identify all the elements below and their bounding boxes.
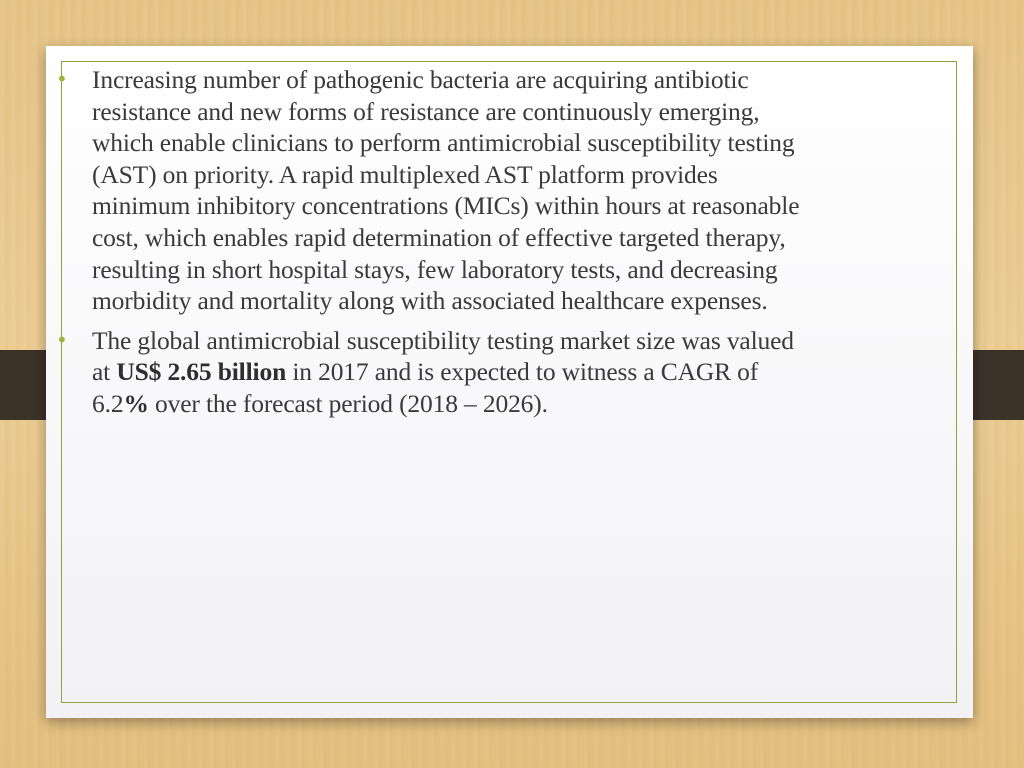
bullet-1-line: resistance and new forms of resistance are continuously emerging, — [92, 96, 760, 126]
bullet-1-line: which enable clinicians to perform antimicrobial susceptibility testing — [92, 128, 795, 158]
market-value-highlight: US$ 2.65 billion — [116, 357, 287, 387]
slide-card — [46, 46, 973, 718]
bullet-1-line: morbidity and mortality along with associated healthcare expenses. — [92, 286, 768, 316]
bullet-1-line: (AST) on priority. A rapid multiplexed AST platform provides — [92, 159, 718, 189]
bullet-1-line: resulting in short hospital stays, few laboratory tests, and decreasing — [92, 254, 778, 284]
bullet-marker: • — [56, 327, 68, 352]
bullet-item-ast-background — [56, 64, 952, 317]
bullet-2-line — [92, 388, 952, 420]
percent-highlight: % — [123, 388, 149, 418]
text-segment: at — [92, 357, 117, 387]
bullet-1-line: minimum inhibitory concentrations (MICs) within hours at reasonable — [92, 191, 800, 221]
text-segment: over the forecast period (2018 – 2026). — [148, 388, 548, 418]
bullet-marker: • — [56, 67, 68, 91]
bullet-list — [56, 64, 952, 428]
bullet-2-line: The global antimicrobial susceptibility testing market size was valued — [92, 325, 794, 355]
text-segment: 6.2 — [92, 388, 124, 418]
text-segment: in 2017 and is expected to witness a CAGR of — [286, 357, 759, 387]
bullet-1-line: Increasing number of pathogenic bacteria are acquiring antibiotic — [92, 65, 749, 94]
bullet-item-market-size — [56, 325, 952, 420]
bullet-2-line — [92, 356, 952, 388]
bullet-1-line: cost, which enables rapid determination of effective targeted therapy, — [92, 222, 786, 252]
